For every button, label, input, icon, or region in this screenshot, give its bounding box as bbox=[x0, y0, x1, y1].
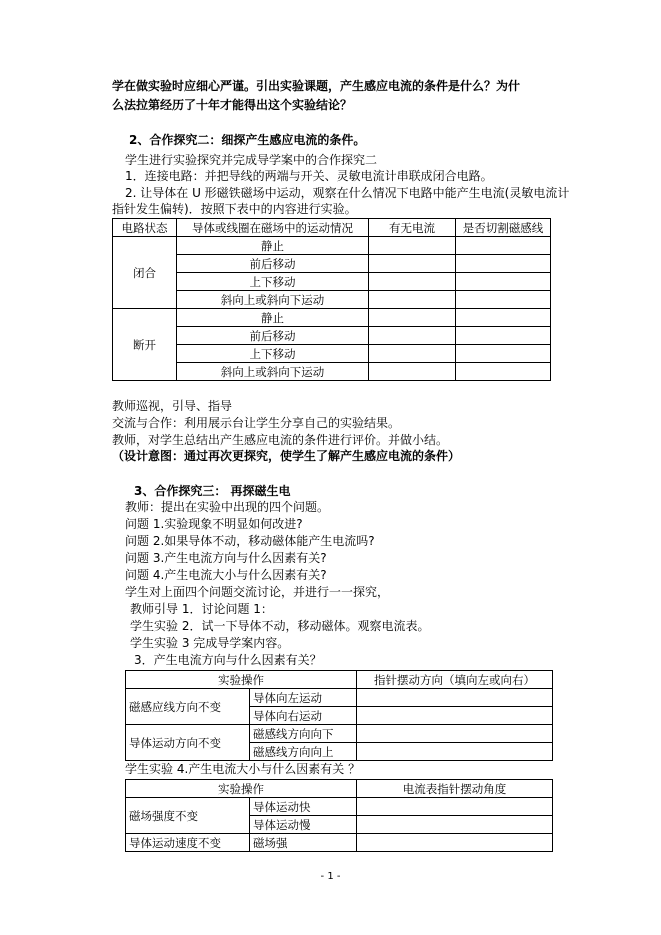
table-row bbox=[113, 345, 551, 363]
motion-cell: 上下移动 bbox=[177, 273, 369, 291]
cut-cell[interactable] bbox=[456, 363, 551, 381]
cut-cell[interactable] bbox=[456, 291, 551, 309]
operation-cell: 导体运动慢 bbox=[250, 816, 357, 834]
table-header-row bbox=[126, 780, 553, 798]
answer-cell[interactable] bbox=[357, 816, 553, 834]
table-row bbox=[113, 273, 551, 291]
operation-cell: 导体向左运动 bbox=[250, 689, 357, 707]
header-cell: 有无电流 bbox=[369, 219, 456, 237]
table-row bbox=[126, 689, 553, 707]
header-cell: 实验操作 bbox=[126, 671, 357, 689]
experiment-4: 学生实验 4.产生电流大小与什么因素有关 ？ bbox=[125, 762, 361, 776]
table-header-row bbox=[126, 671, 553, 689]
motion-cell: 斜向上或斜向下运动 bbox=[177, 291, 369, 309]
table-header-row bbox=[113, 219, 551, 237]
current-cell[interactable] bbox=[369, 327, 456, 345]
motion-cell: 前后移动 bbox=[177, 327, 369, 345]
table-row bbox=[126, 725, 553, 743]
section2-p3b: 指针发生偏转)．按照下表中的内容进行实验。 bbox=[112, 202, 357, 216]
header-cell: 是否切割磁感线 bbox=[456, 219, 551, 237]
question-4: 问题 4.产生电流大小与什么因素有关? bbox=[125, 568, 327, 582]
section3-l4: 学生实验 2．试一下导体不动，移动磁体。观察电流表。 bbox=[130, 619, 430, 633]
section3-l1: 教师：提出在实验中出现的四个问题。 bbox=[125, 500, 330, 514]
section3-l6: 3．产生电流方向与什么因素有关？ bbox=[134, 653, 322, 667]
answer-cell[interactable] bbox=[357, 689, 553, 707]
section2-p2: 1．连接电路：并把导线的两端与开关、灵敏电流计串联成闭合电路。 bbox=[125, 169, 493, 183]
section3-l5: 学生实验 3 完成导学案内容。 bbox=[130, 636, 290, 650]
table-row bbox=[113, 363, 551, 381]
header-cell: 实验操作 bbox=[126, 780, 357, 798]
page-number: - 1 - bbox=[320, 871, 341, 882]
after1-l2: 交流与合作：利用展示台让学生分享自己的实验结果。 bbox=[112, 416, 401, 430]
motion-cell: 静止 bbox=[177, 237, 369, 255]
current-cell[interactable] bbox=[369, 237, 456, 255]
cut-cell[interactable] bbox=[456, 273, 551, 291]
group-label: 导体运动方向不变 bbox=[126, 725, 250, 761]
motion-cell: 静止 bbox=[177, 309, 369, 327]
section2-heading: 2、合作探究二：细探产生感应电流的条件。 bbox=[129, 133, 366, 147]
magnitude-table bbox=[125, 779, 553, 852]
cut-cell[interactable] bbox=[456, 327, 551, 345]
header-cell: 指针摆动方向（填向左或向右） bbox=[357, 671, 553, 689]
section2-p1: 学生进行实验探究并完成导学案中的合作探究二 bbox=[125, 153, 378, 167]
answer-cell[interactable] bbox=[357, 834, 553, 852]
cut-cell[interactable] bbox=[456, 309, 551, 327]
answer-cell[interactable] bbox=[357, 707, 553, 725]
current-cell[interactable] bbox=[369, 273, 456, 291]
operation-cell: 磁感线方向向上 bbox=[250, 743, 357, 761]
answer-cell[interactable] bbox=[357, 798, 553, 816]
answer-cell[interactable] bbox=[357, 743, 553, 761]
closed-label: 闭合 bbox=[113, 237, 177, 309]
open-label: 断开 bbox=[113, 309, 177, 381]
table-row bbox=[113, 309, 551, 327]
question-3: 问题 3.产生电流方向与什么因素有关? bbox=[125, 551, 327, 565]
current-cell[interactable] bbox=[369, 309, 456, 327]
header-cell: 电路状态 bbox=[113, 219, 177, 237]
current-cell[interactable] bbox=[369, 345, 456, 363]
current-cell[interactable] bbox=[369, 363, 456, 381]
direction-table bbox=[125, 670, 553, 761]
header-cell: 电流表指针摆动角度 bbox=[357, 780, 553, 798]
operation-cell: 磁感线方向向下 bbox=[250, 725, 357, 743]
table-row bbox=[113, 327, 551, 345]
cut-cell[interactable] bbox=[456, 255, 551, 273]
operation-cell: 导体运动快 bbox=[250, 798, 357, 816]
table-row bbox=[113, 255, 551, 273]
after1-l3: 教师，对学生总结出产生感应电流的条件进行评价。并做小结。 bbox=[112, 433, 449, 447]
table-row bbox=[113, 237, 551, 255]
header-cell: 导体或线圈在磁场中的运动情况 bbox=[177, 219, 369, 237]
current-cell[interactable] bbox=[369, 291, 456, 309]
section2-p3a: 2. 让导体在 U 形磁铁磁场中运动，观察在什么情况下电路中能产生电流(灵敏电流计 bbox=[125, 186, 570, 200]
operation-cell: 导体向右运动 bbox=[250, 707, 357, 725]
question-1: 问题 1.实验现象不明显如何改进? bbox=[125, 517, 303, 531]
section3-l2: 学生对上面四个问题交流讨论，并进行一一探究， bbox=[125, 585, 390, 599]
intro-line-1: 学在做实验时应细心严谨。引出实验课题，产生感应电流的条件是什么？为什 bbox=[112, 79, 521, 93]
table-row bbox=[126, 834, 553, 852]
section3-heading: 3、合作探究三： 再探磁生电 bbox=[134, 484, 291, 498]
operation-cell: 磁场强 bbox=[250, 834, 357, 852]
intro-line-2: 么法拉第经历了十年才能得出这个实验结论？ bbox=[112, 98, 353, 112]
motion-cell: 上下移动 bbox=[177, 345, 369, 363]
design-intent: （设计意图：通过再次更探究，使学生了解产生感应电流的条件） bbox=[112, 449, 461, 463]
after1-l1: 教师巡视，引导、指导 bbox=[112, 399, 233, 413]
motion-cell: 斜向上或斜向下运动 bbox=[177, 363, 369, 381]
cut-cell[interactable] bbox=[456, 345, 551, 363]
group-label: 导体运动速度不变 bbox=[126, 834, 250, 852]
group-label: 磁感应线方向不变 bbox=[126, 689, 250, 725]
answer-cell[interactable] bbox=[357, 725, 553, 743]
current-cell[interactable] bbox=[369, 255, 456, 273]
table-row bbox=[113, 291, 551, 309]
question-2: 问题 2.如果导体不动，移动磁体能产生电流吗? bbox=[125, 534, 375, 548]
table-row bbox=[126, 798, 553, 816]
circuit-table bbox=[112, 218, 551, 381]
group-label: 磁场强度不变 bbox=[126, 798, 250, 834]
section3-l3: 教师引导 1．讨论问题 1： bbox=[130, 602, 273, 616]
cut-cell[interactable] bbox=[456, 237, 551, 255]
motion-cell: 前后移动 bbox=[177, 255, 369, 273]
